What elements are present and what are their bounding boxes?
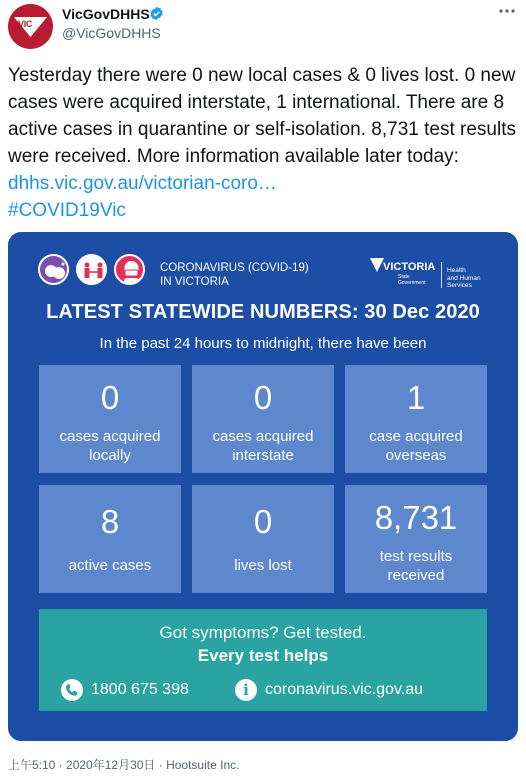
hand-wash-icon	[38, 254, 69, 285]
stat-number: 0	[253, 503, 273, 540]
stat-label-line1: lives lost	[234, 557, 292, 574]
stat-label-line2: overseas	[385, 447, 447, 464]
display-name[interactable]: VicGovDHHS	[62, 6, 150, 22]
dept-line1: Health	[447, 267, 466, 274]
card-header	[8, 232, 518, 288]
stat-number: 0	[253, 379, 273, 416]
tweet-link[interactable]: dhhs.vic.gov.au/victorian-coro…	[8, 173, 277, 194]
get-tested-banner	[39, 609, 487, 711]
stat-lives-lost	[192, 485, 334, 593]
headline: LATEST STATEWIDE NUMBERS: 30 Dec 2020	[46, 301, 480, 323]
victoria-logo	[370, 256, 440, 292]
stat-number: 1	[406, 379, 426, 416]
logo-divider	[441, 262, 442, 288]
stat-overseas-cases	[345, 365, 487, 473]
hashtag-link[interactable]: #COVID19Vic	[8, 200, 126, 221]
user-handle[interactable]: @VicGovDHHS	[62, 25, 161, 41]
stat-active-cases	[39, 485, 181, 593]
stat-label-line1: active cases	[68, 557, 152, 574]
stat-number: 8,731	[374, 499, 458, 536]
tweet-header	[0, 0, 526, 58]
stat-label-line2: received	[387, 567, 445, 584]
stat-label	[39, 556, 181, 575]
stat-label	[345, 427, 487, 465]
stat-label-line2: locally	[89, 447, 131, 464]
dept-line2: and Human	[447, 274, 481, 282]
tweet-timestamp[interactable]: 上午5:10 · 2020年12月30日 · Hootsuite Inc.	[8, 758, 240, 772]
phone-icon	[61, 679, 83, 701]
stat-label-line1: case acquired	[369, 428, 463, 445]
stat-label-line1: test results	[379, 548, 453, 565]
more-options-icon[interactable]	[496, 4, 518, 18]
stat-interstate-cases	[192, 365, 334, 473]
stat-label-line1: cases acquired	[59, 428, 161, 445]
verified-badge-icon	[149, 6, 164, 21]
cta-line2: Every test helps	[197, 646, 329, 665]
covid-infographic-card[interactable]	[8, 232, 518, 741]
avatar[interactable]	[8, 4, 53, 49]
website-url: coronavirus.vic.gov.au	[265, 681, 423, 698]
department-name	[447, 267, 481, 290]
coronavirus-title	[160, 261, 309, 289]
stat-test-results	[345, 485, 487, 593]
coronavirus-title-line2: IN VICTORIA	[160, 276, 229, 288]
stat-label	[39, 427, 181, 465]
phone-number: 1800 675 398	[91, 681, 189, 698]
victoria-logo-text: VICTORIA	[383, 261, 436, 273]
stat-label	[345, 547, 487, 585]
tweet-body: Yesterday there were 0 new local cases & 0 lives lost. 0 new cases were acquired interstate, 1 international. There are 8 active cases in quarantine or self-isolation. 8,731 test results were received. More information available later today:	[8, 65, 516, 167]
stat-label	[192, 427, 334, 465]
tweet-text	[8, 62, 520, 224]
logo-subtext-state: State	[398, 274, 410, 280]
info-icon: i	[235, 679, 257, 701]
subheadline: In the past 24 hours to midnight, there have been	[99, 335, 427, 352]
logo-subtext-government: Government	[398, 280, 426, 286]
dept-line3: Services	[447, 282, 472, 289]
stat-label-line1: cases acquired	[212, 428, 314, 445]
stat-label	[192, 556, 334, 575]
stat-number: 8	[100, 503, 120, 540]
coronavirus-title-line1: CORONAVIRUS (COVID-19)	[160, 262, 309, 274]
stat-local-cases	[39, 365, 181, 473]
cta-line1: Got symptoms? Get tested.	[159, 623, 367, 642]
social-distance-icon	[76, 254, 107, 285]
face-mask-icon	[114, 254, 145, 285]
avatar-text: VIC	[18, 19, 33, 29]
stat-number: 0	[100, 379, 120, 416]
stat-label-line2: interstate	[232, 447, 294, 464]
